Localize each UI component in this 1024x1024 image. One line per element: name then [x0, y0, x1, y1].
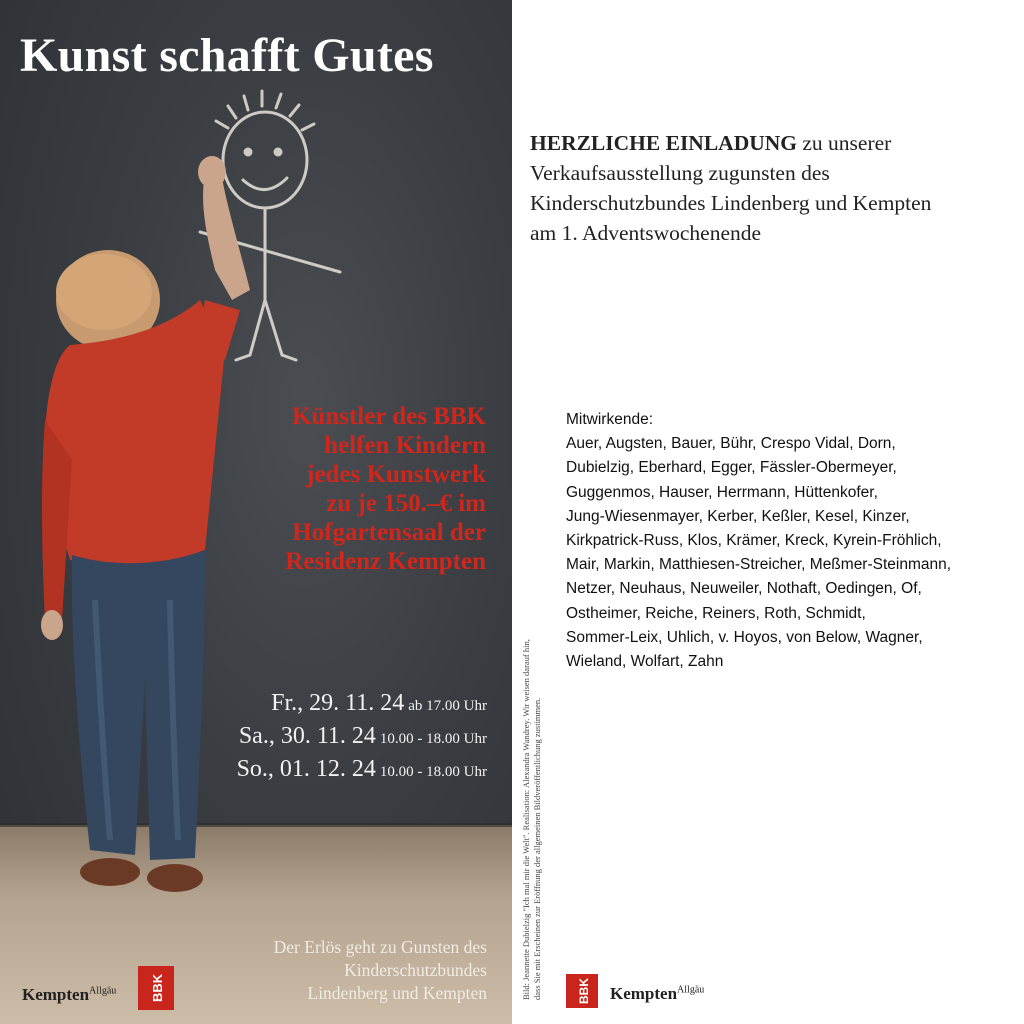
date-row [127, 756, 487, 783]
date-row [127, 690, 487, 717]
image-credit [521, 600, 542, 1000]
highlight-line: jedes Kunstwerk [306, 461, 486, 488]
invitation-line: am 1. Adventswochenende [530, 221, 762, 246]
contributors-line: Guggenmos, Hauser, Herrmann, Hüttenkofer, [566, 483, 878, 501]
date-time: 10.00 - 18.00 Uhr [379, 764, 487, 780]
highlight-line: Residenz Kempten [285, 548, 486, 575]
invitation-line: Kinderschutzbundes Lindenberg und Kempten [530, 191, 932, 216]
credit-line: dass Sie mit Erscheinen zur Eröffnung der allgemeinen Bildveröffentlichung zustimmen. [531, 697, 542, 1000]
date-day: Sa., 30. 11. 24 [238, 723, 376, 749]
proceeds-line: Der Erlös geht zu Gunsten des [273, 937, 487, 957]
proceeds-line: Lindenberg und Kempten [307, 982, 487, 1003]
invitation-line: Verkaufsausstellung zugunsten des [530, 161, 830, 186]
contributors-line: Ostheimer, Reiche, Reiners, Roth, Schmidt, [566, 604, 866, 622]
contributors-line: Auer, Augsten, Bauer, Bühr, Crespo Vidal, Dorn, [566, 435, 896, 453]
highlight-line: Künstler des BBK [291, 403, 486, 430]
date-time: ab 17.00 Uhr [408, 698, 487, 714]
invitation-heading: HERZLICHE EINLADUNG [530, 131, 798, 155]
date-day: Fr., 29. 11. 24 [271, 690, 405, 716]
poster-title: Kunst schafft Gutes [20, 29, 434, 82]
invitation-text [530, 128, 1010, 248]
contributors-line: Wieland, Wolfart, Zahn [566, 653, 724, 671]
bbk-logo: BBK [138, 966, 174, 1010]
contributors-line: Dubielzig, Eberhard, Egger, Fässler-Obermeyer, [566, 459, 897, 477]
contributors-line: Netzer, Neuhaus, Neuweiler, Nothaft, Oedingen, Of, [566, 580, 922, 598]
highlight-line: Hofgartensaal der [292, 519, 486, 546]
invitation-line: HERZLICHE EINLADUNG zu unserer [530, 131, 892, 155]
highlight-text [186, 402, 486, 576]
proceeds-line: Kinderschutzbundes [344, 959, 487, 980]
kempten-logo: Kempten$^{Allgäu}$ [610, 984, 705, 1003]
date-day: So., 01. 12. 24 [236, 756, 376, 782]
highlight-line: helfen Kindern [324, 432, 486, 459]
event-dates [127, 690, 487, 789]
highlight-line: zu je 150.–€ im [326, 490, 486, 517]
contributors-line: Sommer-Leix, Uhlich, v. Hoyos, von Below, Wagner, [566, 628, 923, 646]
contributors-line: Kirkpatrick-Russ, Klos, Krämer, Kreck, Kyrein-Fröhlich, [566, 532, 942, 550]
credit-line: Bild: Jeannette Dubielzig "Ich mal mir die Welt". Realisation: Alexandra Wandrey. Wir weisen darauf hin, [521, 639, 531, 1000]
contributors-line: Mair, Markin, Matthiesen-Streicher, Meßmer-Steinmann, [566, 556, 952, 574]
kempten-logo: Kempten$^{Allgäu}$ [22, 985, 117, 1004]
proceeds-note [197, 936, 487, 1004]
contributors-line: Jung-Wiesenmayer, Kerber, Keßler, Kesel, Kinzer, [566, 507, 910, 525]
date-time: 10.00 - 18.00 Uhr [379, 731, 487, 747]
date-row [127, 723, 487, 750]
bbk-logo: BBK [566, 974, 598, 1008]
contributors-heading: Mitwirkende: [566, 411, 653, 428]
contributors-list [566, 408, 1006, 674]
